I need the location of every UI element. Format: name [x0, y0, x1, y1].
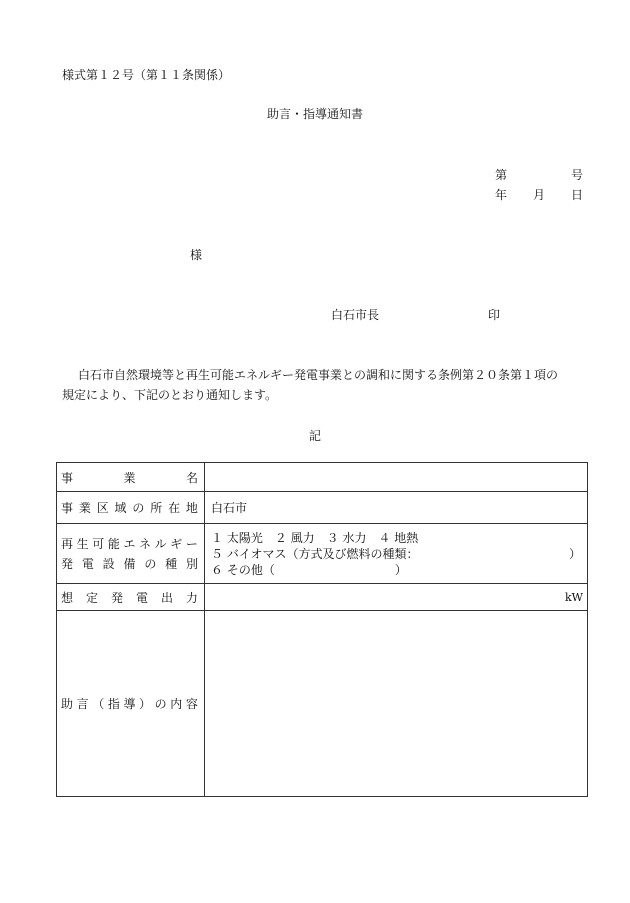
- date-day: 日: [571, 188, 584, 202]
- form-number: 様式第１２号（第１１条関係）: [62, 68, 231, 82]
- label-char: 業: [78, 501, 91, 515]
- value-project-name: [205, 463, 588, 492]
- label-char: 能: [107, 536, 120, 551]
- biomass-close-paren: ）: [568, 546, 581, 561]
- row-energy-type: [57, 524, 588, 584]
- energy-options-line1: １ 太陽光 ２ 風力 ３ 水力 ４ 地熱: [211, 530, 419, 545]
- label-location: [57, 492, 205, 524]
- label-char: 別: [185, 556, 198, 571]
- row-output: [57, 584, 588, 611]
- label-char: 導: [123, 697, 136, 711]
- label-char: 電: [81, 556, 94, 571]
- label-char: ネ: [139, 536, 152, 551]
- label-energy-type: [57, 524, 205, 584]
- label-char: 力: [185, 590, 198, 605]
- label-char: ）: [139, 697, 152, 711]
- label-output: [57, 584, 205, 611]
- energy-options-line3: ６ その他（ ）: [211, 562, 407, 577]
- label-char: 業: [123, 470, 136, 485]
- label-char: 想: [61, 590, 74, 605]
- label-char: 定: [85, 590, 98, 605]
- unit-kw: kW: [565, 590, 583, 604]
- energy-options-line2: [205, 546, 587, 562]
- label-char: の: [144, 556, 157, 571]
- label-char: 発: [61, 556, 74, 571]
- document-title: 助言・指導通知書: [266, 107, 363, 121]
- label-char: 備: [123, 556, 136, 571]
- label-char: エ: [123, 536, 136, 551]
- label-char: 指: [107, 697, 120, 711]
- label-char: ー: [185, 536, 198, 551]
- row-advice: [57, 611, 588, 797]
- value-location: [205, 492, 588, 524]
- seal-mark: 印: [488, 308, 501, 322]
- label-char: 発: [110, 590, 123, 605]
- label-char: 所: [150, 501, 163, 515]
- label-char: 可: [92, 536, 105, 551]
- label-char: の: [154, 697, 167, 711]
- label-char: 生: [76, 536, 89, 551]
- value-output: [205, 584, 588, 611]
- label-char: の: [132, 501, 145, 515]
- body-text-line1: 白石市自然環境等と再生可能エネルギー発電事業との調和に関する条例第２０条第１項の: [78, 368, 559, 382]
- label-char: 言: [76, 697, 89, 711]
- label-char: 名: [185, 470, 198, 485]
- recipient-honorific: 様: [190, 248, 203, 262]
- label-char: 事: [61, 501, 74, 515]
- value-advice: [205, 611, 588, 797]
- row-location: [57, 492, 588, 524]
- label-char: 設: [102, 556, 115, 571]
- date-month: 月: [533, 188, 546, 202]
- ki-heading: 記: [308, 429, 321, 443]
- label-char: 再: [61, 536, 74, 551]
- biomass-text: ５ バイオマス（方式及び燃料の種類：: [211, 546, 419, 561]
- body-text-line2: 規定により、下記のとおり通知します。: [62, 388, 278, 402]
- number-dai: 第: [495, 168, 508, 182]
- label-char: 域: [114, 501, 127, 515]
- label-char: 容: [185, 697, 198, 711]
- row-project-name: [57, 463, 588, 492]
- label-char: ル: [154, 536, 167, 551]
- value-energy-type: [205, 524, 588, 584]
- label-char: 地: [185, 501, 198, 515]
- location-text: 白石市: [211, 500, 248, 515]
- label-project-name: [57, 463, 205, 492]
- label-advice: [57, 611, 205, 797]
- number-go: 号: [571, 168, 584, 182]
- sender-mayor: 白石市長: [331, 308, 380, 322]
- label-char: 内: [170, 697, 183, 711]
- label-char: 在: [168, 501, 181, 515]
- label-char: ギ: [170, 536, 183, 551]
- label-char: （: [92, 697, 105, 711]
- label-char: 事: [61, 470, 74, 485]
- label-char: 助: [61, 697, 74, 711]
- date-year: 年: [495, 188, 508, 202]
- label-char: 区: [96, 501, 109, 515]
- label-char: 種: [165, 556, 178, 571]
- label-char: 出: [160, 590, 173, 605]
- label-char: 電: [135, 590, 148, 605]
- notice-table: [56, 462, 588, 797]
